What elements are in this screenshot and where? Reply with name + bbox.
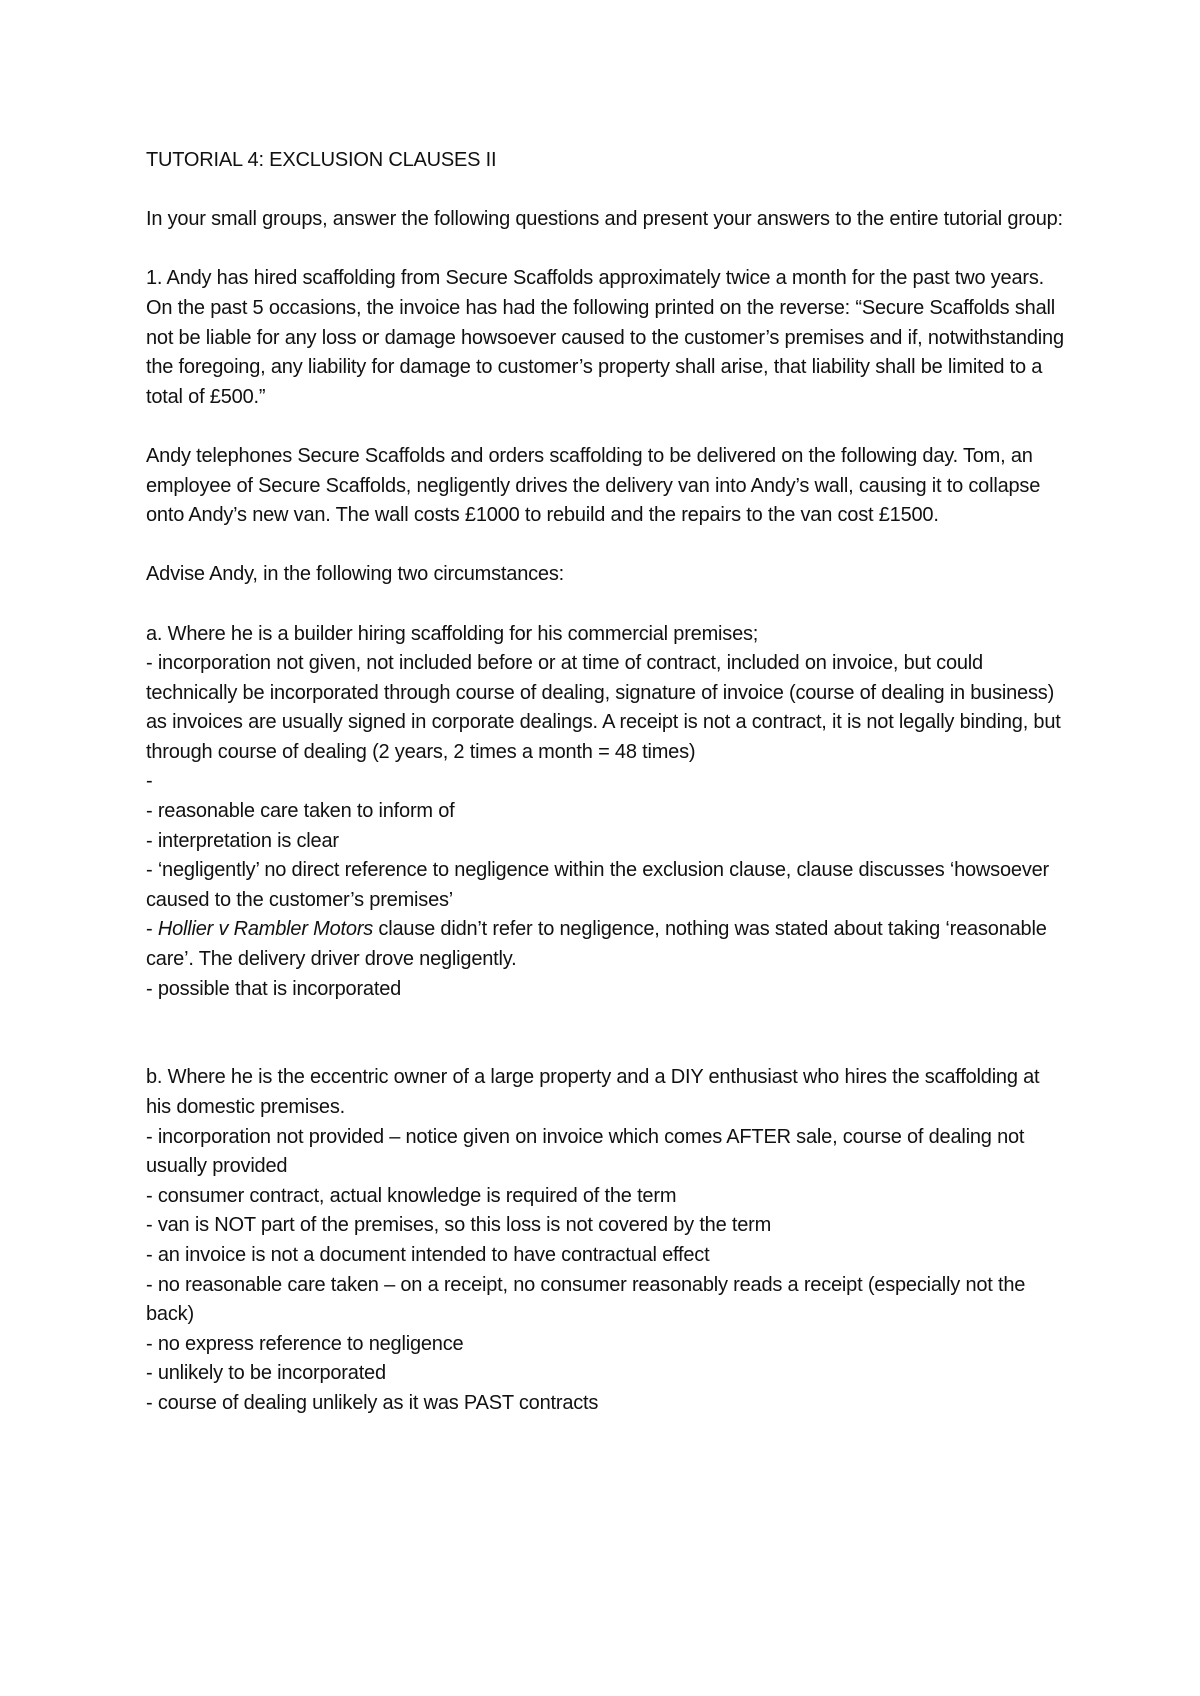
instructions-paragraph: In your small groups, answer the following questions and present your answers to the entire tutorial group:: [146, 208, 1063, 231]
question-1-intro: 1. Andy has hired scaffolding from Secure Scaffolds approximately twice a month for the past two years. On the past 5 occasions, the invoice has had the following printed on the reverse: “Secure Scaffolds shall not be liable for any loss or damage howsoever caused to the customer’s premises and if, notwithstanding the foregoing, any liability for damage to customer’s property shall arise, that liability shall be limited to a total of £500.”: [146, 267, 1064, 408]
part-a-point: -: [146, 770, 153, 793]
hollier-text: clause didn’t refer to negligence, nothing was stated about taking ‘reasonable care’. The delivery driver drove negligently.: [146, 918, 1047, 971]
part-b-point: - unlikely to be incorporated: [146, 1362, 386, 1385]
part-b-point: - no reasonable care taken – on a receipt, no consumer reasonably reads a receipt (especially not the back): [146, 1273, 1026, 1326]
document-body: [146, 146, 1066, 1419]
part-b-point: - incorporation not provided – notice given on invoice which comes AFTER sale, course of dealing not usually provided: [146, 1125, 1025, 1178]
part-b-point: - van is NOT part of the premises, so this loss is not covered by the term: [146, 1214, 772, 1237]
spacer: [146, 176, 1066, 206]
part-b-point: - consumer contract, actual knowledge is required of the term: [146, 1184, 677, 1207]
spacer: [146, 235, 1066, 265]
part-b-point: - no express reference to negligence: [146, 1332, 464, 1355]
spacer: [146, 1004, 1066, 1063]
part-a-final-point: - possible that is incorporated: [146, 977, 402, 1000]
spacer: [146, 412, 1066, 442]
part-a-hollier-point: [146, 915, 1066, 974]
question-1-facts: Andy telephones Secure Scaffolds and orders scaffolding to be delivered on the following day. Tom, an employee of Secure Scaffolds, negligently drives the delivery van into Andy’s wall, causing it to collapse onto Andy’s new van. The wall costs £1000 to rebuild and the repairs to the van cost £1500.: [146, 444, 1041, 527]
page-title: TUTORIAL 4: EXCLUSION CLAUSES II: [146, 149, 497, 171]
spacer: [146, 590, 1066, 620]
part-a-point: - interpretation is clear: [146, 829, 339, 852]
case-name: Hollier v Rambler Motors: [157, 918, 374, 941]
spacer: [146, 531, 1066, 561]
part-a-point: - ‘negligently’ no direct reference to negligence within the exclusion clause, clause discusses ‘howsoever caused to the customer’s premises’: [146, 859, 1050, 911]
part-a-point: - reasonable care taken to inform of: [146, 800, 455, 823]
part-a-heading: a. Where he is a builder hiring scaffolding for his commercial premises;: [146, 622, 759, 645]
question-1-advise: Advise Andy, in the following two circumstances:: [146, 563, 565, 586]
part-b-heading: b. Where he is the eccentric owner of a large property and a DIY enthusiast who hires the scaffolding at his domestic premises.: [146, 1066, 1040, 1118]
part-a-point: - incorporation not given, not included before or at time of contract, included on invoice, but could technically be incorporated through course of dealing, signature of invoice (course of dealing in business) as invoices are usually signed in corporate dealings. A receipt is not a contract, it is not legally binding, but through course of dealing (2 years, 2 times a month = 48 times): [146, 652, 1061, 763]
hollier-prefix: -: [146, 918, 158, 941]
part-b-point: - course of dealing unlikely as it was PAST contracts: [146, 1391, 599, 1414]
part-b-point: - an invoice is not a document intended to have contractual effect: [146, 1243, 710, 1266]
